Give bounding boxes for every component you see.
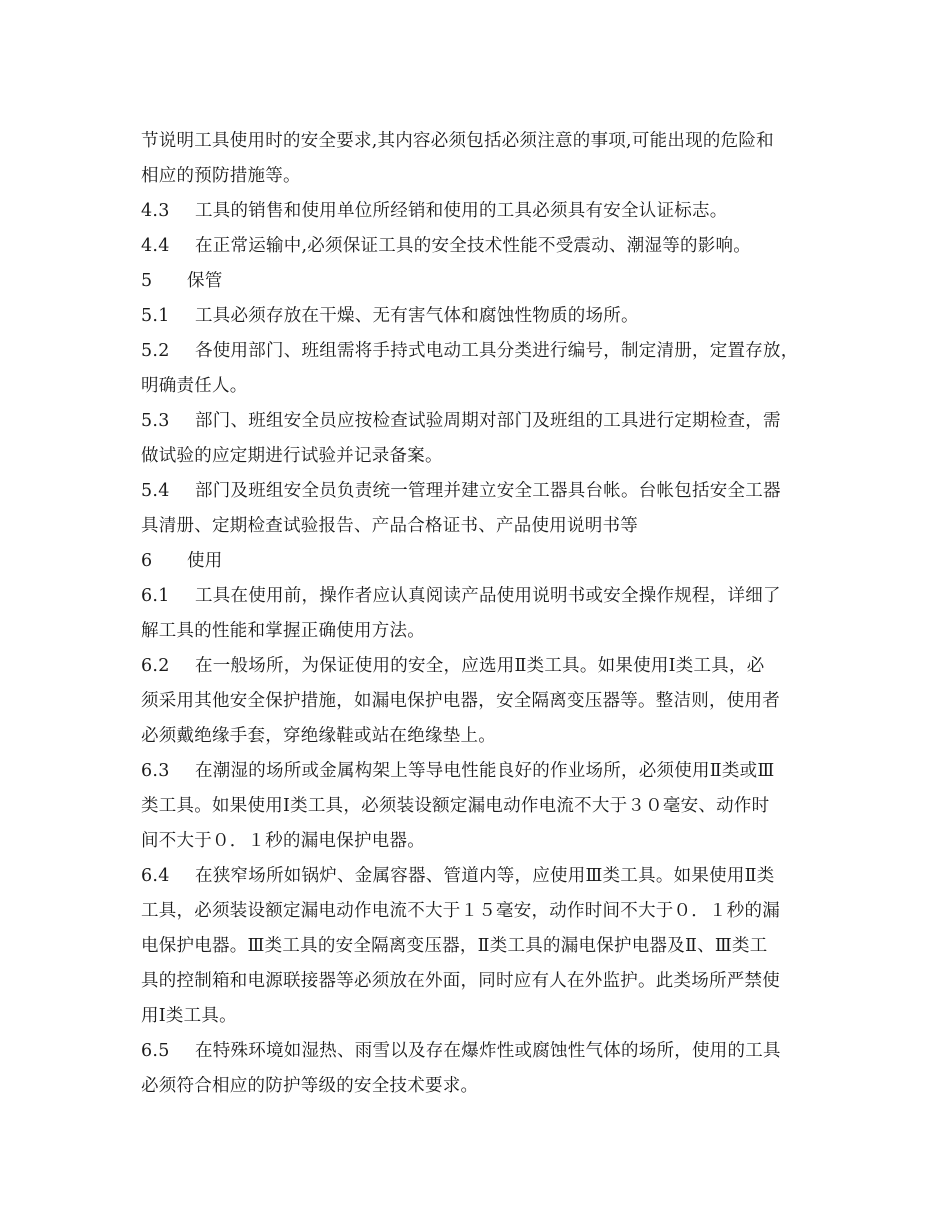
clause-text: 具清册、定期检查试验报告、产品合格证书、产品使用说明书等 — [141, 516, 638, 536]
text-line — [141, 933, 768, 959]
clause-number: 4.4 — [141, 236, 170, 256]
clause-text: 做试验的应定期进行试验并记录备案。 — [141, 446, 443, 466]
clause-text: 在特殊环境如湿热、雨雪以及存在爆炸性或腐蚀性气体的场所，使用的工具 — [195, 1041, 781, 1061]
clause-text: 工具，必须装设额定漏电动作电流不大于１５毫安，动作时间不大于０．１秒的漏 — [141, 901, 780, 921]
clause-text: 电保护电器。Ⅲ类工具的安全隔离变压器，Ⅱ类工具的漏电保护电器及Ⅱ、Ⅲ类工 — [141, 936, 768, 956]
clause-number: 5.4 — [141, 481, 170, 501]
clause-text: 部门及班组安全员负责统一管理并建立安全工器具台帐。台帐包括安全工器 — [195, 481, 781, 501]
clause-number: 6.2 — [141, 656, 170, 676]
clause-text: 解工具的性能和掌握正确使用方法。 — [141, 621, 425, 641]
text-line — [141, 618, 425, 644]
clause-line — [141, 863, 775, 889]
clause-line — [141, 303, 639, 329]
clause-text: 在狭窄场所如锅炉、金属容器、管道内等，应使用Ⅲ类工具。如果使用Ⅱ类 — [195, 866, 775, 886]
clause-line — [141, 1038, 781, 1064]
clause-text: 类工具。如果使用Ⅰ类工具，必须装设额定漏电动作电流不大于３０毫安、动作时 — [141, 796, 770, 816]
clause-number: 5 — [141, 271, 153, 291]
clause-text: 相应的预防措施等。 — [141, 166, 301, 186]
clause-text: 节说明工具使用时的安全要求,其内容必须包括必须注意的事项,可能出现的危险和 — [141, 131, 774, 151]
clause-number: 6.5 — [141, 1041, 170, 1061]
clause-line — [141, 653, 765, 679]
text-line — [141, 1073, 478, 1099]
clause-text: 间不大于０．１秒的漏电保护电器。 — [141, 831, 425, 851]
text-line — [141, 373, 248, 399]
clause-text: 具的控制箱和电源联接器等必须放在外面，同时应有人在外监护。此类场所严禁使 — [141, 971, 780, 991]
clause-text: 必须戴绝缘手套，穿绝缘鞋或站在绝缘垫上。 — [141, 726, 496, 746]
text-line — [141, 793, 769, 819]
clause-text: 部门、班组安全员应按检查试验周期对部门及班组的工具进行定期检查，需 — [195, 411, 781, 431]
section-heading — [141, 268, 223, 294]
clause-text: 各使用部门、班组需将手持式电动工具分类进行编号，制定清册，定置存放， — [195, 341, 799, 361]
clause-number: 5.3 — [141, 411, 170, 431]
clause-number: 6.1 — [141, 586, 170, 606]
clause-line — [141, 758, 775, 784]
clause-number: 4.3 — [141, 201, 170, 221]
clause-line — [141, 478, 781, 504]
text-line — [141, 163, 301, 189]
text-line — [141, 443, 443, 469]
clause-line — [141, 408, 781, 434]
clause-number: 5.2 — [141, 341, 170, 361]
section-heading — [141, 548, 223, 574]
clause-number: 6.3 — [141, 761, 170, 781]
clause-text: 用Ⅰ类工具。 — [141, 1006, 237, 1026]
clause-text: 明确责任人。 — [141, 376, 248, 396]
clause-line — [141, 198, 728, 224]
text-line — [141, 128, 774, 154]
clause-number: 5.1 — [141, 306, 170, 326]
clause-text: 在一般场所，为保证使用的安全，应选用Ⅱ类工具。如果使用Ⅰ类工具，必 — [195, 656, 765, 676]
clause-line — [141, 338, 799, 364]
clause-text: 必须符合相应的防护等级的安全技术要求。 — [141, 1076, 479, 1096]
text-line — [141, 1003, 237, 1029]
clause-text: 保管 — [187, 271, 223, 291]
text-line — [141, 898, 780, 924]
clause-number: 6.4 — [141, 866, 170, 886]
text-line — [141, 513, 638, 539]
clause-text: 工具在使用前，操作者应认真阅读产品使用说明书或安全操作规程，详细了 — [195, 586, 781, 606]
clause-text: 使用 — [187, 551, 223, 571]
clause-line — [141, 583, 781, 609]
clause-text: 在正常运输中,必须保证工具的安全技术性能不受震动、潮湿等的影响。 — [195, 236, 752, 256]
clause-text: 在潮湿的场所或金属构架上等导电性能良好的作业场所，必须使用Ⅱ类或Ⅲ — [195, 761, 775, 781]
clause-text: 工具的销售和使用单位所经销和使用的工具必须具有安全认证标志。 — [195, 201, 728, 221]
text-line — [141, 723, 496, 749]
text-line — [141, 688, 780, 714]
clause-text: 工具必须存放在干燥、无有害气体和腐蚀性物质的场所。 — [195, 306, 639, 326]
text-line — [141, 968, 780, 994]
clause-text: 须采用其他安全保护措施，如漏电保护电器，安全隔离变压器等。整洁则，使用者 — [141, 691, 780, 711]
clause-line — [141, 233, 751, 259]
text-line — [141, 828, 425, 854]
clause-number: 6 — [141, 551, 153, 571]
